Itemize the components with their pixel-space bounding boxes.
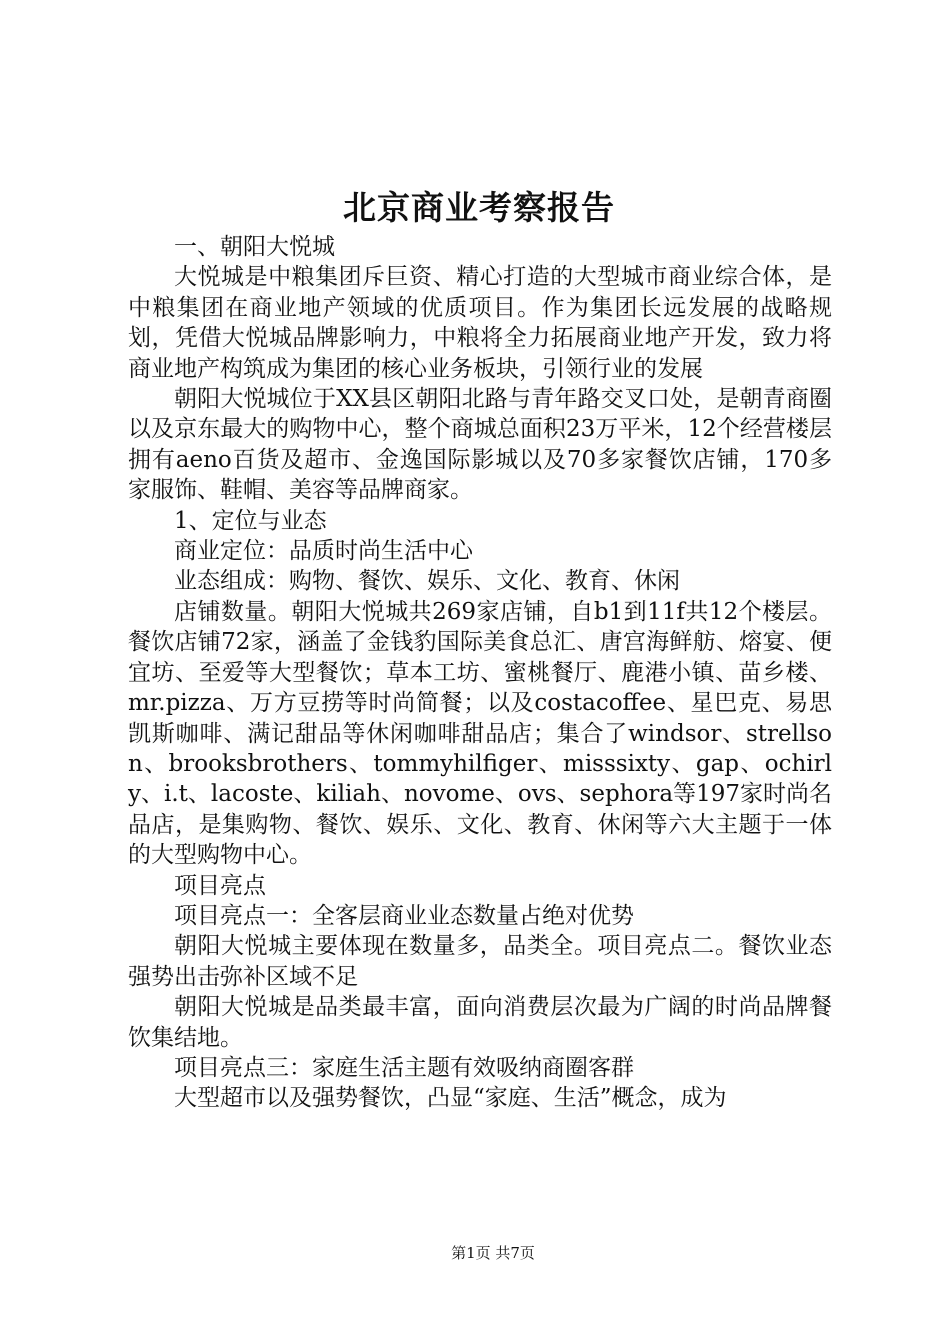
paragraph-intro: 大悦城是中粮集团斥巨资、精心打造的大型城市商业综合体，是中粮集团在商业地产领域的优质项目。作为集团长远发展的战略规划，凭借大悦城品牌影响力，中粮将全力拓展商业地产开发，致力将商业地产构筑成为集团的核心业务板块，引领行业的发展: [128, 264, 832, 382]
paragraph-store-count: 店铺数量。朝阳大悦城共269家店铺，自b1到11f共12个楼层。餐饮店铺72家，涵盖了金钱豹国际美食总汇、唐宫海鲜舫、熔宴、便宜坊、至爱等大型餐饮；草本工坊、蜜桃餐厅、鹿港小镇、苗乡楼、mr.pizza、万方豆捞等时尚简餐；以及costacoffee、星巴克、易思凯斯咖啡、满记甜品等休闲咖啡甜品店；集合了windsor、strellson、brooksbrothers、tommyhilfiger、misssixty、gap、ochirly、i.t、lacoste、kiliah、novome、ovs、sephora等197家时尚名品店，是集购物、餐饮、娱乐、文化、教育、休闲等六大主题于一体的大型购物中心。: [128, 598, 832, 869]
paragraph-highlight-3: 大型超市以及强势餐饮，凸显“家庭、生活”概念，成为: [174, 1085, 727, 1112]
paragraph-business-positioning: 商业定位：品质时尚生活中心: [174, 538, 473, 565]
heading-highlight-3: 项目亮点三：家庭生活主题有效吸纳商圈客群: [174, 1054, 634, 1081]
document-title: 北京商业考察报告: [343, 188, 615, 227]
heading-section-1: 一、朝阳大悦城: [174, 234, 335, 260]
paragraph-highlight-2: 朝阳大悦城是品类最丰富，面向消费层次最为广阔的时尚品牌餐饮集结地。: [128, 994, 832, 1051]
paragraph-location: 朝阳大悦城位于XX县区朝阳北路与青年路交叉口处，是朝青商圈以及京东最大的购物中心，整个商城总面积23万平米，12个经营楼层拥有aeno百货及超市、金逸国际影城以及70多家餐饮店铺，170多家服饰、鞋帽、美容等品牌商家。: [128, 386, 832, 504]
heading-highlights: 项目亮点: [174, 872, 266, 899]
heading-highlight-1: 项目亮点一：全客层商业业态数量占绝对优势: [174, 902, 634, 929]
paragraph-business-composition: 业态组成：购物、餐饮、娱乐、文化、教育、休闲: [174, 568, 680, 595]
heading-positioning: 1、定位与业态: [174, 507, 327, 534]
paragraph-highlight-1: 朝阳大悦城主要体现在数量多，品类全。项目亮点二。餐饮业态强势出击弥补区域不足: [128, 933, 832, 990]
page-indicator: 第1页 共7页: [451, 1244, 535, 1262]
document-body: [128, 232, 832, 1114]
